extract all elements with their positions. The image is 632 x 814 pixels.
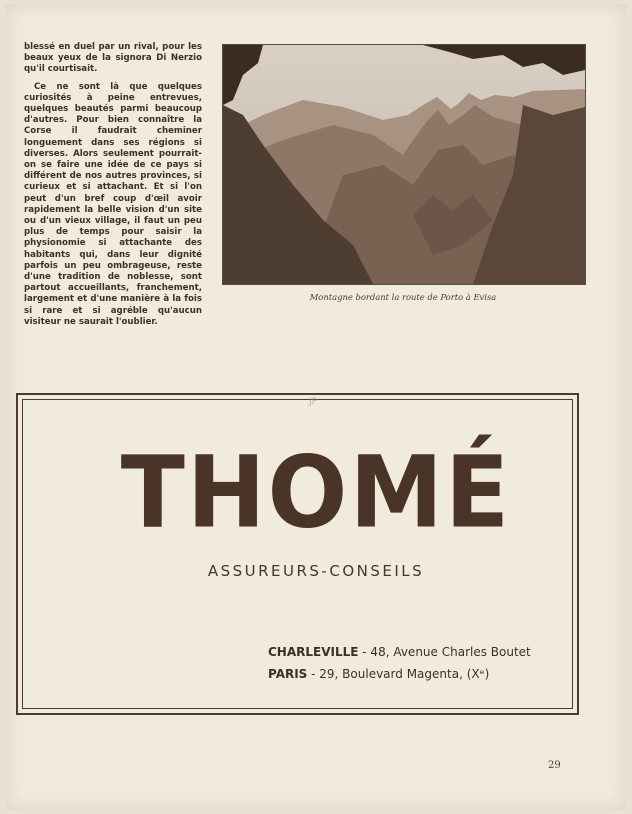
address-city: CHARLEVILLE: [268, 645, 359, 659]
address-charleville: [268, 645, 531, 659]
brand-name: THOMÉ: [120, 436, 512, 551]
address-detail: - 48, Avenue Charles Boutet: [358, 645, 531, 659]
article-paragraph-2: Ce ne sont là que quelques curiosités à peine entrevues, quelques beautés parmi beaucoup d'autres. Pour bien connaître la Corse il faudrait cheminer longuement dans ses régions si diverses. Alors seulement pourrait-on se faire une idée de ce pays si différent de nos autres provinces, si curieux et si attachant. Et si l'on peut d'un bref coup d'œil avoir rapidement la belle vision d'un site ou d'un vieux village, il faut un peu plus de temps pour saisir la physionomie si attachante des habitants qui, dans leur dignité parfois un peu ombrageuse, reste d'une tradition de noblesse, sont partout accueillants, franchement, largement et d'une manière à la fois si rare et si agréble qu'aucun visiteur ne saurait l'oublier.: [24, 81, 202, 327]
article-paragraph-1: blessé en duel par un rival, pour les beaux yeux de la signora Di Nerzio qu'il courtisait.: [24, 42, 202, 75]
mountain-photo: [222, 44, 586, 285]
address-detail: - 29, Boulevard Magenta, (Xᵉ): [307, 667, 490, 681]
stamp-mark: JP: [308, 397, 318, 407]
address-paris: [268, 667, 489, 681]
article-text-column: [24, 42, 202, 334]
address-city: PARIS: [268, 667, 308, 681]
brand-tagline: ASSUREURS-CONSEILS: [207, 562, 425, 580]
photo-caption: Montagne bordant la route de Porto à Evisa: [309, 292, 497, 302]
page-number: 29: [548, 760, 561, 771]
